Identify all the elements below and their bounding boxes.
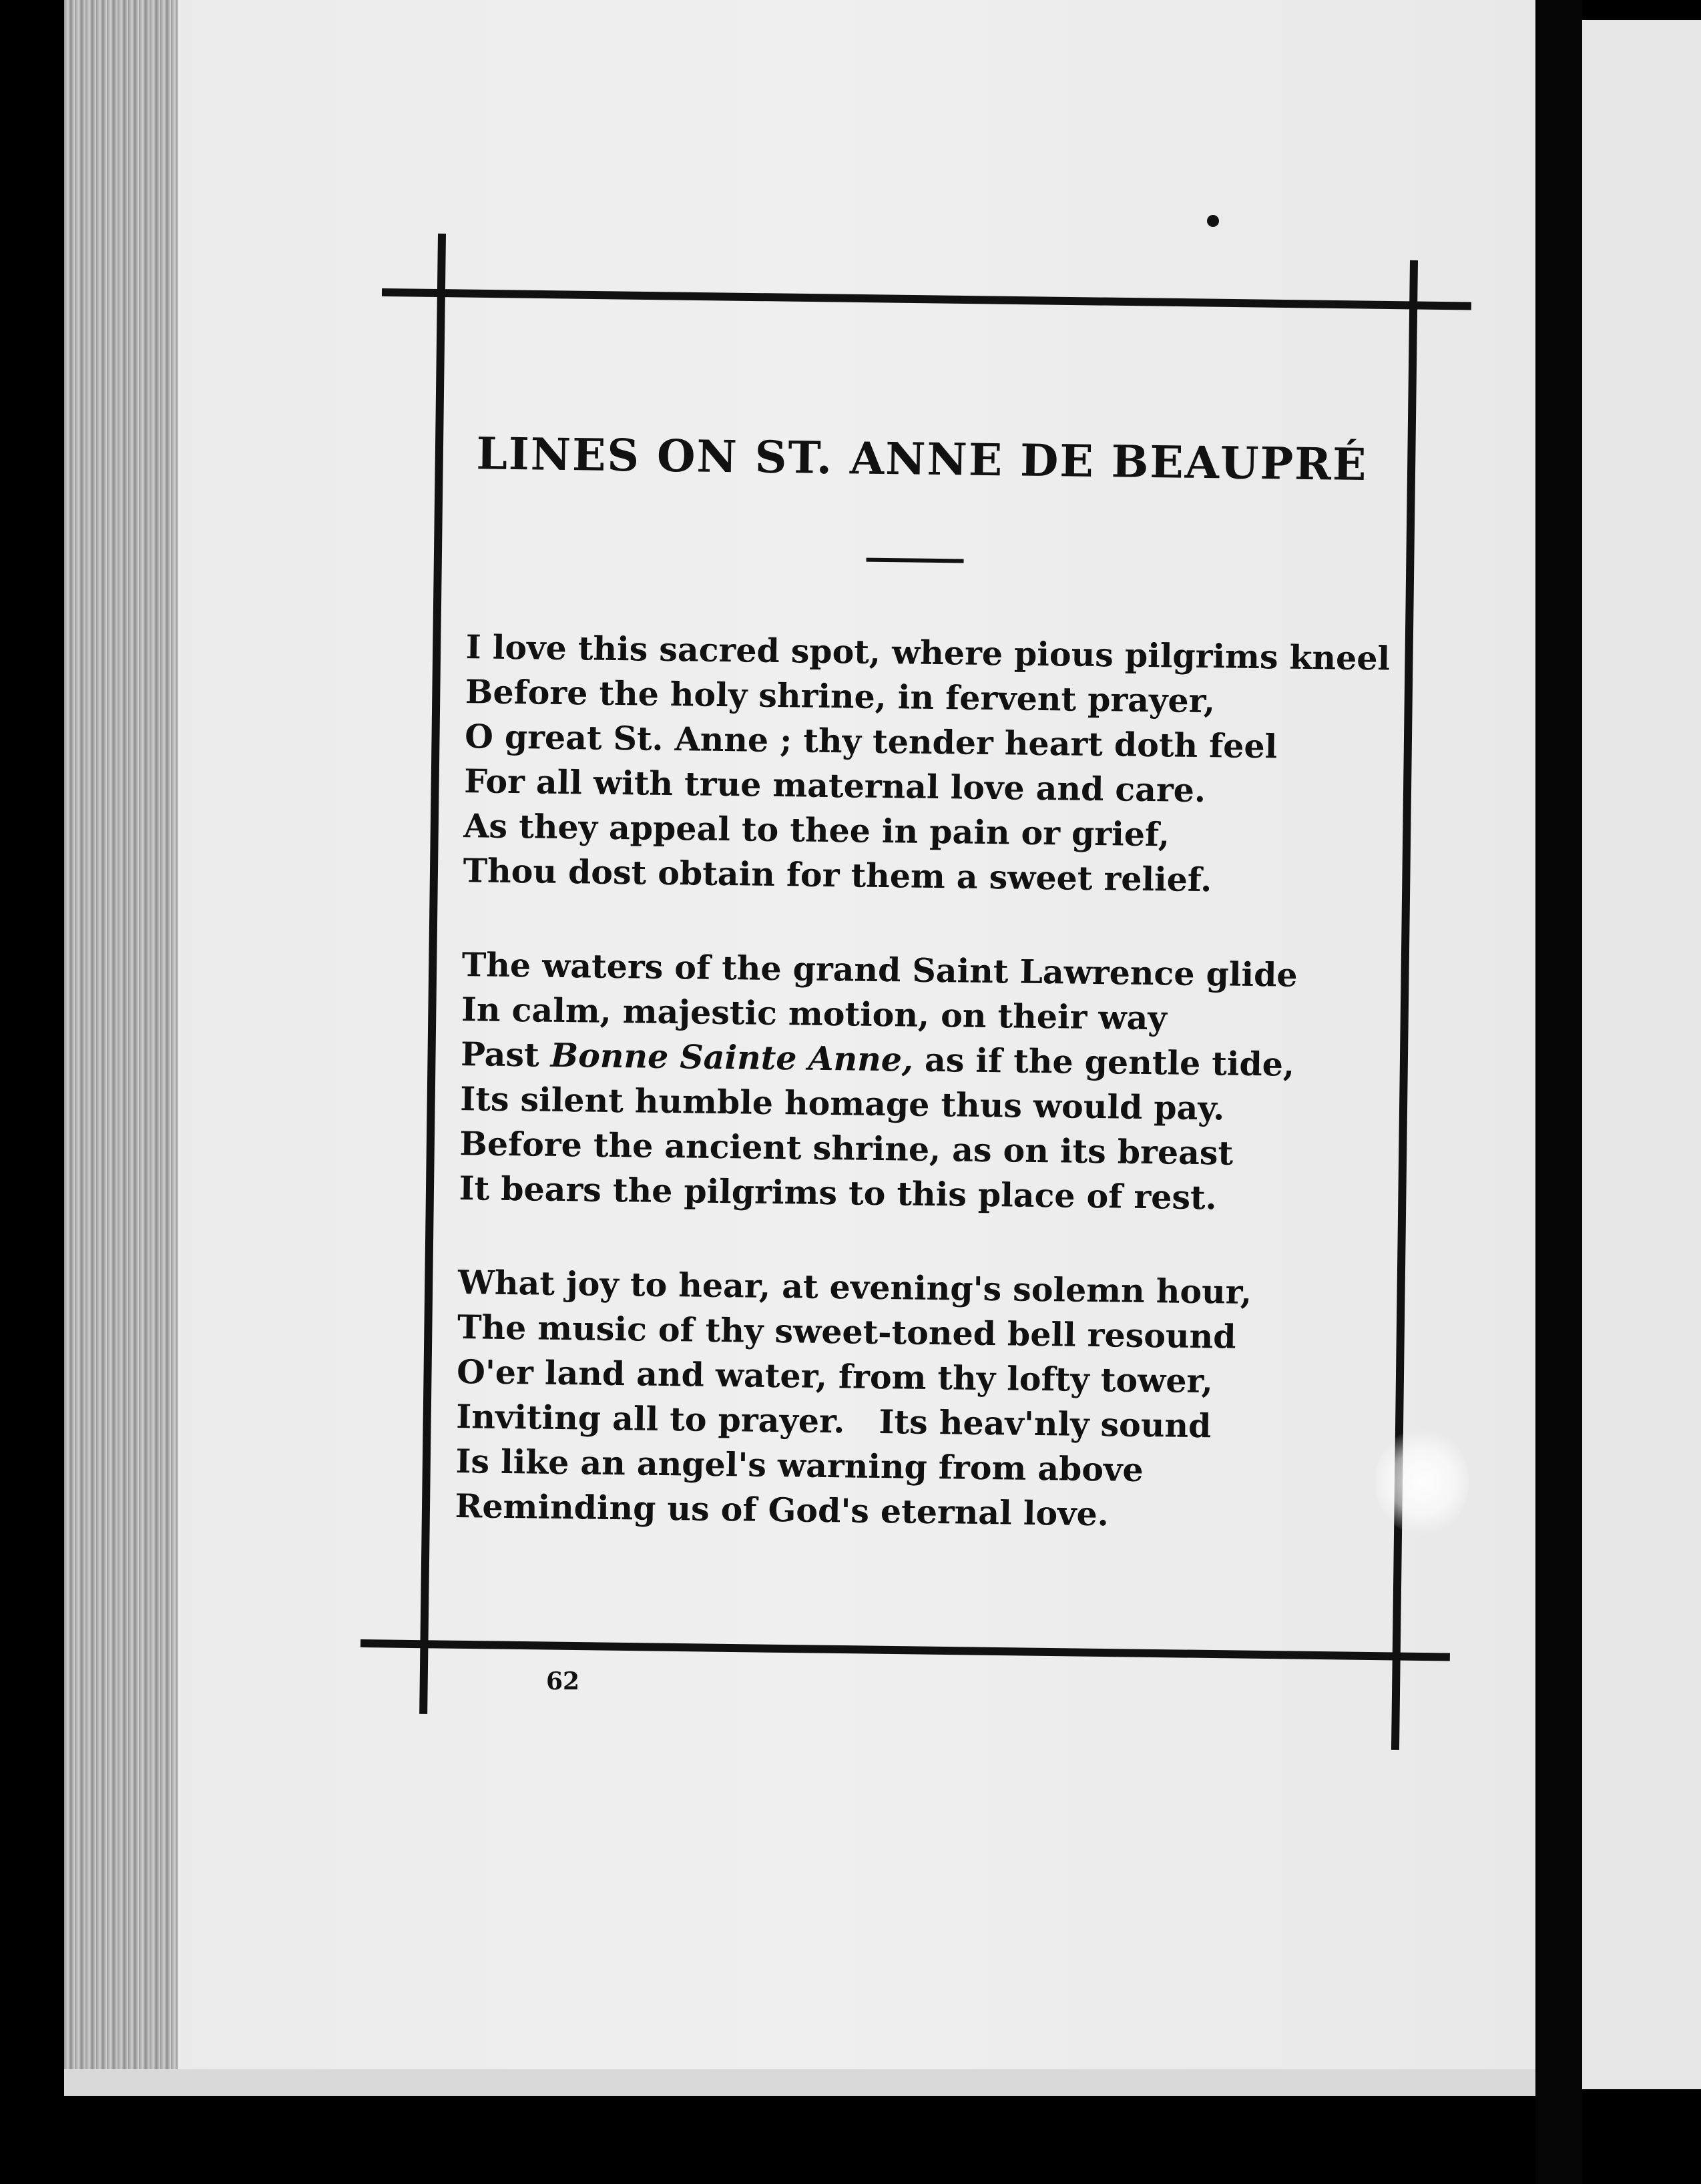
- poem-line: In calm, majestic motion, on their way: [461, 990, 1168, 1038]
- poem-line: It bears the pilgrims to this place of rest.: [459, 1169, 1218, 1217]
- stanza-2: [459, 942, 1402, 1223]
- poem-line: Is like an angel's warning from above: [455, 1442, 1144, 1489]
- poem-line: Inviting all to prayer. Its heav'nly sound: [456, 1397, 1212, 1446]
- title-divider: [867, 558, 964, 563]
- poem-line-start: Past: [460, 1035, 540, 1075]
- poem-line: Reminding us of God's eternal love.: [455, 1486, 1110, 1534]
- page-number: 62: [546, 1667, 580, 1695]
- poem-block: [446, 427, 1409, 1590]
- italic-place-name: Bonne Sainte Anne,: [550, 1035, 914, 1079]
- poem-line: I love this sacred spot, where pious pilgrims kneel: [465, 627, 1391, 678]
- poem-line: O great St. Anne ; thy tender heart doth feel: [464, 717, 1278, 766]
- poem-line: O'er land and water, from thy lofty tower,: [456, 1352, 1214, 1401]
- poem-line: The waters of the grand Saint Lawrence glide: [461, 945, 1298, 995]
- ink-dot: [1207, 215, 1219, 227]
- poem-line: As they appeal to thee in pain or grief,: [463, 806, 1170, 854]
- page-bottom-margin: [64, 2069, 1539, 2096]
- poem-line: Its silent humble homage thus would pay.: [459, 1079, 1225, 1128]
- poem-line: For all with true maternal love and care.: [463, 762, 1206, 810]
- poem-line: The music of thy sweet-toned bell resound: [457, 1308, 1236, 1356]
- poem-body: [447, 625, 1406, 1541]
- scan-smudge: [1375, 1428, 1469, 1535]
- poem-line: What joy to hear, at evening's solemn hour,: [457, 1263, 1252, 1312]
- page-edges: [64, 0, 178, 2076]
- book-gutter: [1535, 0, 1582, 2184]
- poem-line: Thou dost obtain for them a sweet relief.: [463, 851, 1212, 900]
- poem-line: Before the holy shrine, in fervent prayer,: [465, 672, 1216, 721]
- poem-line-end: as if the gentle tide,: [924, 1040, 1295, 1084]
- facing-page: [1582, 20, 1701, 2089]
- stanza-1: [463, 625, 1406, 905]
- poem-title: LINES ON ST. ANNE DE BEAUPRÉ: [476, 427, 1368, 491]
- poem-line: Before the ancient shrine, as on its breast: [459, 1124, 1234, 1173]
- stanza-3: [455, 1260, 1398, 1541]
